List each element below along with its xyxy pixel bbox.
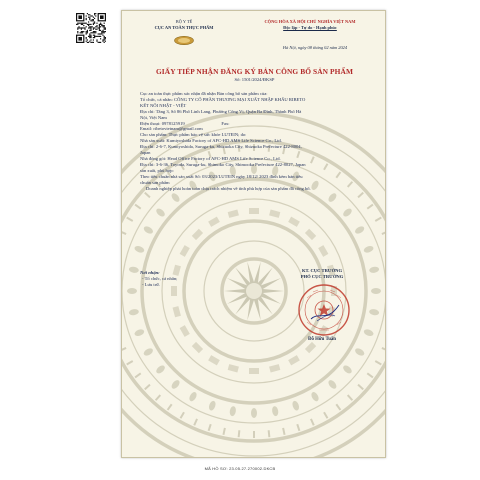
motto: Độc lập - Tự do - Hạnh phúc bbox=[283, 25, 337, 30]
recipients-heading: Nơi nhận: bbox=[140, 270, 160, 275]
issue-date: Hà Nội, ngày 08 tháng 02 năm 2024 bbox=[282, 45, 348, 50]
body-line: Điện thoại: 0978125919 Fax: bbox=[140, 120, 230, 126]
body-line: Cục an toàn thực phẩm xác nhận đã nhận Bản công bố sản phẩm của: bbox=[140, 91, 268, 96]
body-line: Nhà đóng gói: Head Office Factory of AFC-HD AMS Life Science Co., Ltd. bbox=[140, 155, 281, 161]
signer-role: KT. CỤC TRƯỞNG bbox=[301, 268, 343, 273]
ministry-name: BỘ Y TẾ bbox=[175, 19, 193, 24]
qr-code-icon bbox=[76, 13, 106, 43]
body-line: Japan bbox=[140, 150, 151, 156]
signer-name: Đỗ Hữu Tuấn bbox=[308, 337, 336, 342]
body-line: Cho sản phẩm: Thực phẩm bảo vệ sức khỏe LUTEIN; do: bbox=[140, 132, 247, 138]
body-line: Nhà sản xuất: Kumiyoshida Factory of AFC-HD AMS Life Science Co., Ltd. bbox=[140, 138, 282, 144]
certificate-number: Số: 1501/2024/ĐKSP bbox=[234, 77, 275, 82]
file-code: MÃ HỒ SƠ: 23.05.27.270002.DKCB bbox=[204, 466, 276, 471]
body-line: Địa chỉ: Tầng 3, Số 86 Phố Linh Lang, Phường Cống Vị, Quận Ba Đình, Thành Phố Hà bbox=[140, 108, 302, 114]
body-text bbox=[140, 91, 375, 191]
page-title: GIẤY TIẾP NHẬN ĐĂNG KÝ BẢN CÔNG BỐ SẢN PHẨM bbox=[155, 67, 354, 76]
body-line: Nội, Việt Nam bbox=[140, 114, 167, 120]
agency-name: CỤC AN TOÀN THỰC PHẨM bbox=[154, 25, 214, 30]
body-line: sản xuất, phù hợp: bbox=[140, 167, 174, 173]
signer-role: PHÓ CỤC TRƯỞNG bbox=[300, 274, 344, 279]
stamp-seal-icon bbox=[297, 283, 351, 337]
country-name: CỘNG HÒA XÃ HỘI CHỦ NGHĨA VIỆT NAM bbox=[264, 19, 356, 24]
body-line: Theo tiêu chuẩn nhà sản xuất Số: 03/2023/LUTEIN ngày 18/12/ 2023 đính kèm bản tiêu bbox=[140, 173, 303, 179]
body-line: KẾT NỐI NHẬT - VIỆT bbox=[140, 102, 187, 108]
body-line: Doanh nghiệp phải hoàn toàn chịu trách nhiệm về tính phù hợp của sản phẩm đã công bố. bbox=[146, 185, 311, 191]
agency-seal-icon bbox=[174, 32, 194, 41]
body-line: Địa chỉ: 3-6-36, Toyoda, Suruga-ku, Shimoko City, Shimooka Prefecture 422-8027, Japan bbox=[140, 161, 306, 167]
body-line: chuẩn sản phẩm bbox=[140, 179, 170, 185]
recipient-item: - Lưu trữ. bbox=[142, 282, 160, 287]
body-line: Tổ chức, cá nhân: CÔNG TY CỔ PHẦN THƯƠNG MẠI XUẤT NHẬP KHẨU RIBETO bbox=[140, 96, 306, 102]
recipient-item: - Tổ chức, cá nhân; bbox=[142, 276, 178, 281]
certificate-document bbox=[121, 10, 386, 458]
body-line: Email: ribetovietnam@gmail.com bbox=[140, 126, 203, 132]
body-line: Địa chỉ: 2-6-7, Kumiyoshida, Suruga-ku, Shizuoka City, Shizuoka Prefecture 422-8004, bbox=[140, 144, 302, 150]
